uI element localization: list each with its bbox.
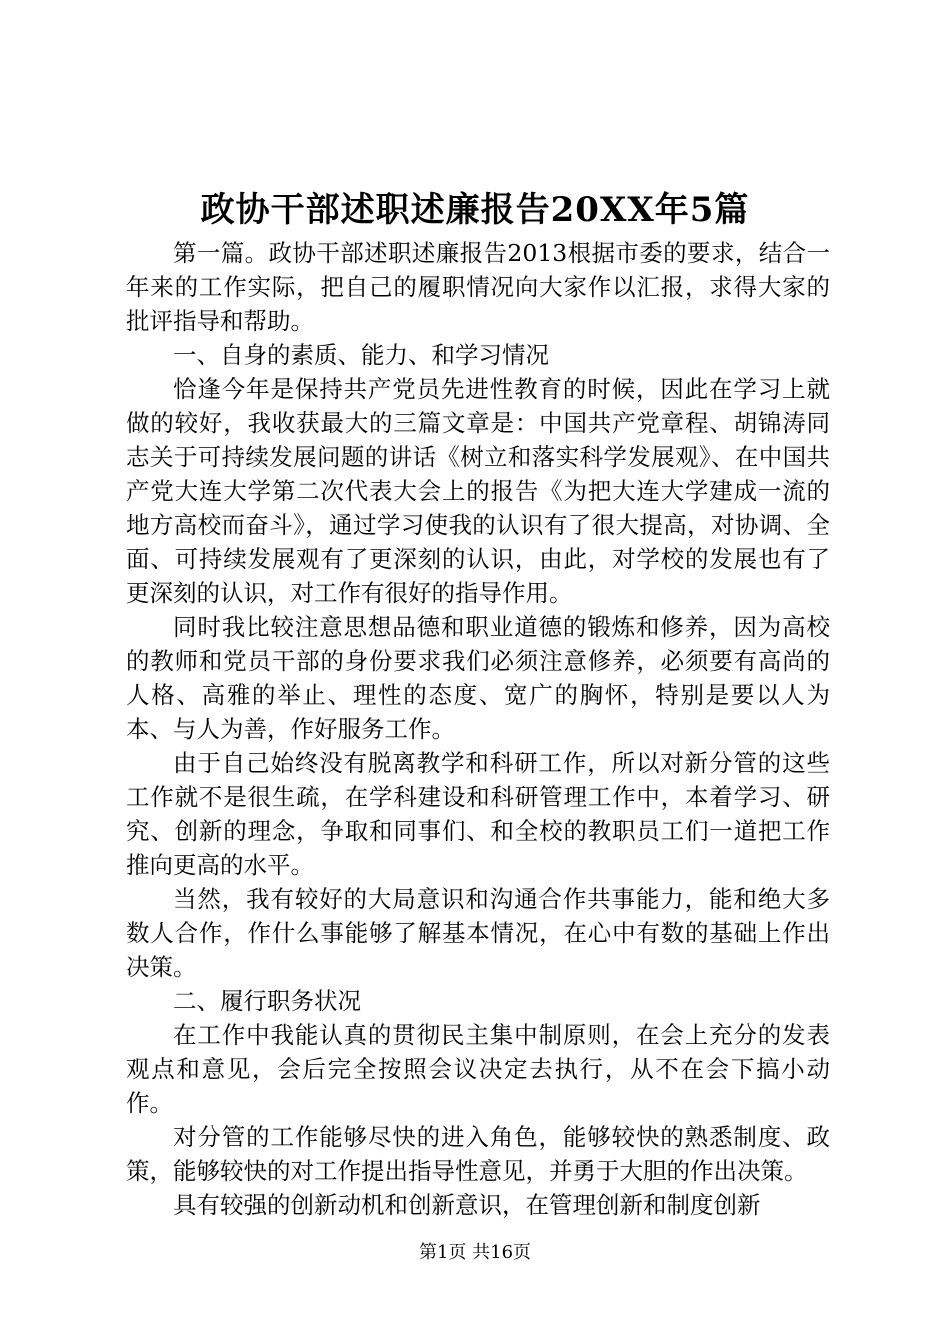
page-number: 第1页 共16页 [418,1242,532,1263]
paragraph: 具有较强的创新动机和创新意识，在管理创新和制度创新 [173,1191,761,1219]
section-heading-2: 二、履行职务状况 [173,987,361,1015]
document-title: 政协干部述职述廉报告20XX年5篇 [200,190,750,230]
section-heading-1: 一、自身的素质、能力、和学习情况 [173,341,549,369]
paragraph: 当然，我有较好的大局意识和沟通合作共事能力，能和绝大多数人合作，作什么事能够了解基本情况，在心中有数的基础上作出决策。 [126,885,830,981]
paragraph: 恰逢今年是保持共产党员先进性教育的时候，因此在学习上就做的较好，我收获最大的三篇文章是：中国共产党章程、胡锦涛同志关于可持续发展问题的讲话《树立和落实科学发展观》、在中国共产党大连大学第二次代表大会上的报告《为把大连大学建成一流的地方高校而奋斗》，通过学习使我的认识有了很大提高，对协调、全面、可持续发展观有了更深刻的认识，由此，对学校的发展也有了更深刻的认识，对工作有很好的指导作用。 [126,375,830,607]
paragraph: 同时我比较注意思想品德和职业道德的锻炼和修养，因为高校的教师和党员干部的身份要求我们必须注意修养，必须要有高尚的人格、高雅的举止、理性的态度、宽广的胸怀，特别是要以人为本、与人为善，作好服务工作。 [126,613,830,743]
document-body [126,236,830,1222]
paragraph: 在工作中我能认真的贯彻民主集中制原则，在会上充分的发表观点和意见，会后完全按照会议决定去执行，从不在会下搞小动作。 [126,1021,830,1117]
paragraph: 由于自己始终没有脱离教学和科研工作，所以对新分管的这些工作就不是很生疏，在学科建设和科研管理工作中，本着学习、研究、创新的理念，争取和同事们、和全校的教职员工们一道把工作推向更高的水平。 [126,749,830,879]
paragraph: 对分管的工作能够尽快的进入角色，能够较快的熟悉制度、政策，能够较快的对工作提出指导性意见，并勇于大胆的作出决策。 [126,1123,830,1185]
paragraph-intro: 第一篇。政协干部述职述廉报告2013根据市委的要求，结合一年来的工作实际，把自己的履职情况向大家作以汇报，求得大家的批评指导和帮助。 [126,239,830,335]
